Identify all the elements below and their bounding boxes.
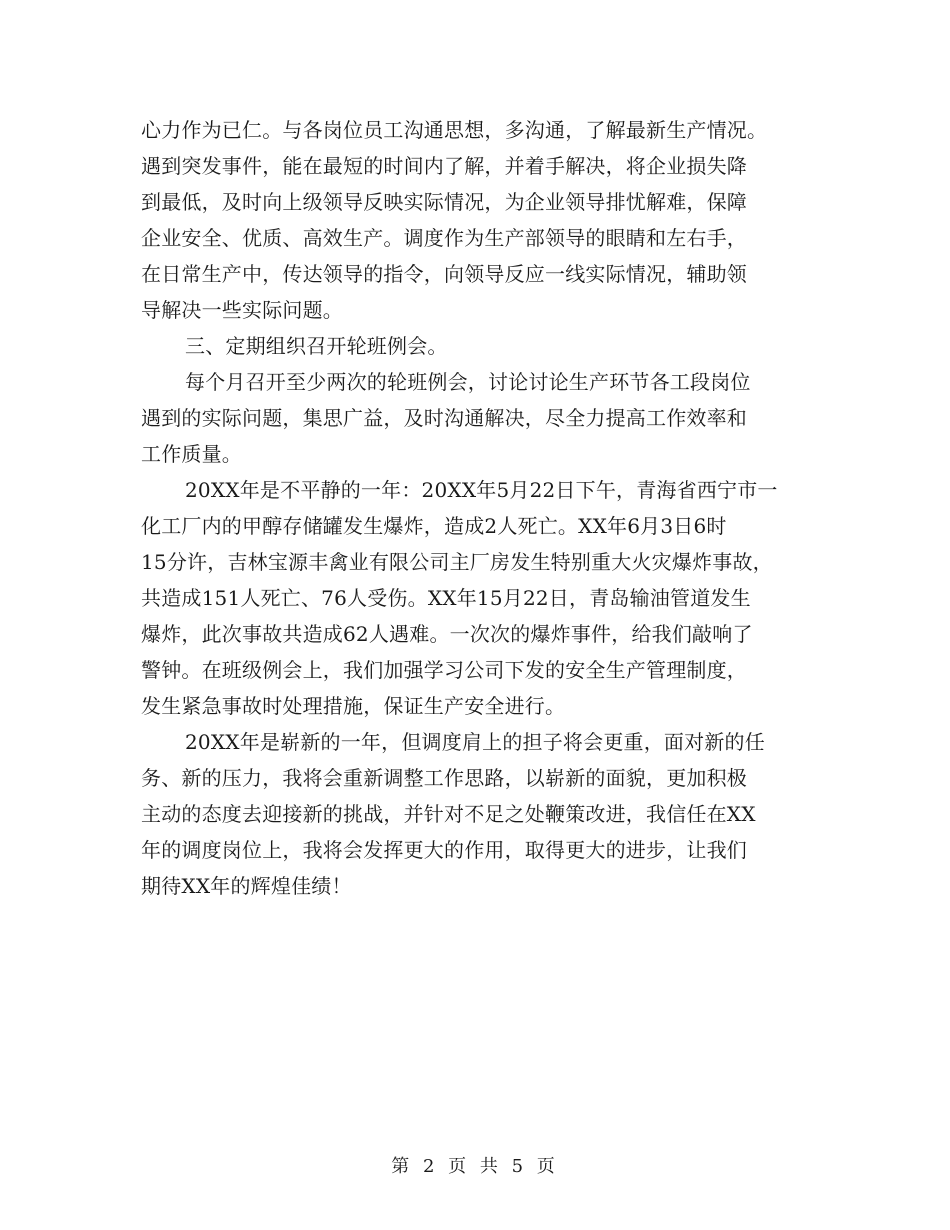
text-line: 导解决一些实际问题。 (141, 298, 343, 322)
text-line: 化工厂内的甲醇存储罐发生爆炸，造成2人死亡。XX年6月3日6时 (141, 514, 727, 538)
paragraph (141, 112, 821, 328)
text-line: 爆炸，此次事故共造成62人遇难。一次次的爆炸事件，给我们敲响了 (141, 622, 753, 646)
text-line: 企业安全、优质、高效生产。调度作为生产部领导的眼睛和左右手， (141, 226, 747, 250)
text-line: 共造成151人死亡、76人受伤。XX年15月22日，青岛输油管道发生 (141, 586, 751, 610)
text-line: 每个月召开至少两次的轮班例会，讨论讨论生产环节各工段岗位 (185, 370, 751, 394)
text-line: 发生紧急事故时处理措施，保证生产安全进行。 (141, 694, 566, 718)
heading-line: 三、定期组织召开轮班例会。 (185, 334, 448, 358)
text-line: 务、新的压力，我将会重新调整工作思路，以崭新的面貌，更加积极 (141, 766, 747, 790)
paragraph (141, 724, 821, 904)
paragraph (141, 472, 821, 724)
text-line: 警钟。在班级例会上，我们加强学习公司下发的安全生产管理制度， (141, 658, 747, 682)
text-line: 20XX年是不平静的一年：20XX年5月22日下午，青海省西宁市一 (185, 478, 778, 502)
body-text (141, 112, 821, 904)
text-line: 在日常生产中，传达领导的指令，向领导反应一线实际情况，辅助领 (141, 262, 747, 286)
text-line: 主动的态度去迎接新的挑战，并针对不足之处鞭策改进，我信任在XX (141, 802, 756, 826)
text-line: 到最低，及时向上级领导反映实际情况，为企业领导排忧解难，保障 (141, 190, 747, 214)
paragraph (141, 364, 821, 472)
text-line: 心力作为已仁。与各岗位员工沟通思想，多沟通，了解最新生产情况。 (141, 118, 768, 142)
text-line: 遇到突发事件，能在最短的时间内了解，并着手解决，将企业损失降 (141, 154, 747, 178)
text-line: 遇到的实际问题，集思广益，及时沟通解决，尽全力提高工作效率和 (141, 406, 747, 430)
text-line: 15分许，吉林宝源丰禽业有限公司主厂房发生特别重大火灾爆炸事故， (141, 550, 773, 574)
page-number-footer: 第 2 页 共 5 页 (391, 1156, 559, 1177)
section-heading (141, 328, 821, 364)
text-line: 期待XX年的辉煌佳绩！ (141, 874, 352, 898)
text-line: 年的调度岗位上，我将会发挥更大的作用，取得更大的进步，让我们 (141, 838, 747, 862)
text-line: 工作质量。 (141, 442, 242, 466)
text-line: 20XX年是崭新的一年，但调度肩上的担子将会更重，面对新的任 (185, 730, 765, 754)
